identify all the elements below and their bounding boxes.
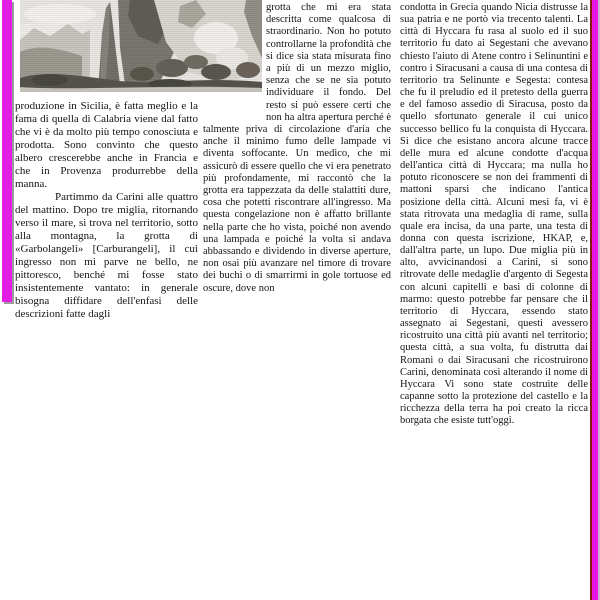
text-column-middle	[203, 2, 391, 295]
text-column-right	[400, 2, 588, 427]
paragraph-grotta: grotta che mi era stata descritta come qualcosa di straordinario. Non ho potuto controllarne la profondità che si dice sia stata misurata fino a più di un mezzo miglio, senza che se ne sia potuto individuare il fondo. Del resto si può essere certi che non ha altra apertura perché è talmente priva di circolazione d'aria che anche il minimo fumo delle lampade vi diventa soffocante. Un medico, che mi assicurò di essere quello che vi era penetrato più profondamente, mi raccontò che la grotta era tappezzata da delle stalattiti dure, cosa che potetti riscontrare all'ingresso. Ma questa congelazione non è affatto brillante nella parte che ho vista, poiché non avendo una lampada e poiché la volta si andava abbassando e dividendo in diverse aperture, non osai più avanzare nel timore di trovare dei buchi o di smarrirmi in gole tortuose ed oscure, dove non	[203, 2, 391, 294]
left-margin-bar	[2, 0, 12, 302]
paragraph-partimmo: Partimmo da Carini alle quattro del mattino. Dopo tre miglia, ritornando verso il mare, si trova nel territorio, sotto alla montagna, la grotta di «Garbolangeli» [Carburangeli], il cui ingresso non mi parve ne bello, ne pittoresco, benché mi fosse stato insistentemente vantato: in generale bisogna diffidare dell'enfasi delle descrizioni fatte dagli	[15, 191, 198, 320]
figure-text-wrap-spacer	[203, 2, 266, 114]
right-margin-bar	[590, 0, 600, 600]
text-column-left	[15, 100, 198, 321]
paragraph-hyccara: condotta in Grecia quando Nicia distrusse la sua patria e ne portò via trecento talenti. La città di Hyccara fu rasa al suolo ed il suo territorio fu dato ai Segestani che avevano chiesto l'aiuto di Atene contro i Selinuntini e contro i Siracusani a causa di una contesa di territorio tra Selinunte e Segesta: contesa che fu il preludio ed il pretesto della guerra e del famoso assedio di Siracusa, posto da quello sfortunato generale il cui unico successo bellico fu la conquista di Hyccara. Si dice che esistano ancora alcune tracce delle mura ed alcune condotte d'acqua dell'antica città di Hyccara; ma nulla ho potuto riconoscere se non dei frammenti di mattoni sparsi che indicano l'antica posizione della città. Alcuni mesi fa, vi è stata ritrovata una medaglia di rame, sulla quale era incisa, da una parte, una testa di donna con questa iscrizione, HKAP, e, dall'altra parte, un lupo. Due miglia più in alto, avvicinandosi a Carini, si sono ritrovate delle medaglie d'argento di Segesta con alcuni capitelli e basi di colonne di marmo: questo potrebbe far pensare che il territorio di Hyccara, essendo stato assegnato ai Segestani, questi avessero ricostruito una città più avanti nel territorio; questa città, a sua volta, fu distrutta dai Romani o dai Siracusani che ricostruirono Carini, denominata così alterando il nome di Hyccara Vi sono state costruite delle capanne sotto la protezione del castello e la ricchezza della terra ha poi creato la ricca borgata che esiste tutt'oggi.	[400, 2, 588, 427]
paragraph-manna: produzione in Sicilia, è fatta meglio e la fama di quella di Calabria viene dal fatto che vi è da molto più tempo conosciuta e prodotta. Sono convinto che questo albero crescerebbe anche in Francia e che in Provenza produrrebbe della manna.	[15, 100, 198, 190]
